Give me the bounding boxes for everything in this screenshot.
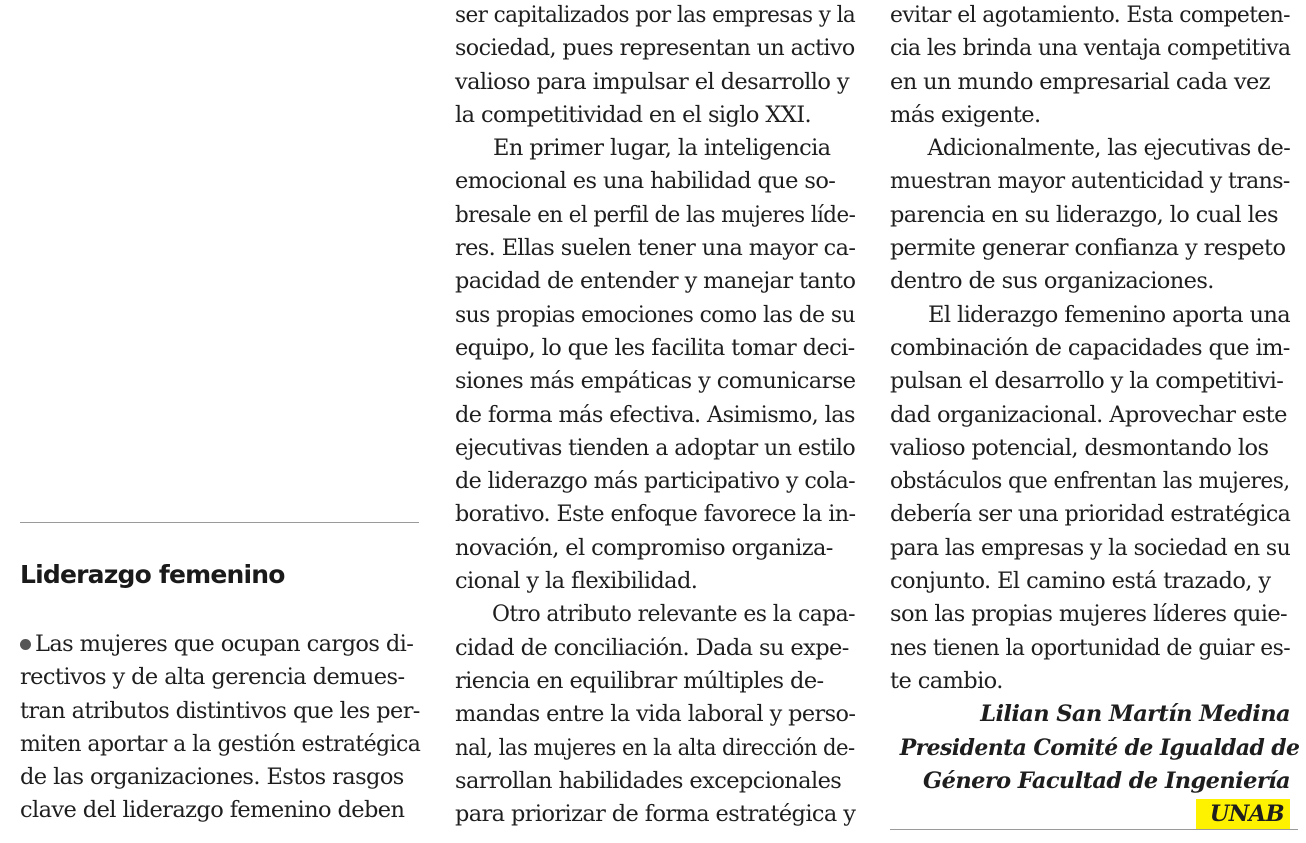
text-line: de las organizaciones. Estos rasgos	[20, 764, 404, 791]
text-line: para las empresas y la sociedad en su	[890, 534, 1291, 561]
text-line: borativo. Este enfoque favorece la in-	[455, 501, 856, 528]
text-line: riencia en equilibrar múltiples de-	[455, 667, 824, 694]
text-line: cidad de conciliación. Dada su expe-	[455, 634, 849, 661]
text-line: Adicionalmente, las ejecutivas de-	[927, 135, 1291, 162]
text-line: para priorizar de forma estratégica y	[455, 801, 856, 828]
signature-name: Lilian San Martín Medina	[980, 701, 1290, 728]
text-line: mandas entre la vida laboral y perso-	[455, 701, 856, 728]
text-line: sarrollan habilidades excepcionales	[455, 767, 842, 794]
text-line: debería ser una prioridad estratégica	[890, 501, 1291, 528]
text-line: En primer lugar, la inteligencia	[493, 135, 831, 162]
signature-faculty: Género Facultad de Ingeniería	[923, 767, 1290, 794]
text-line: cia les brinda una ventaja competitiva	[890, 35, 1291, 62]
text-line: la competitividad en el siglo XXI.	[455, 101, 812, 128]
text-line: Otro atributo relevante es la capa-	[491, 601, 855, 628]
text-line: cional y la flexibilidad.	[455, 568, 698, 595]
text-line: bresale en el perfil de las mujeres líde-	[455, 201, 856, 228]
text-line: pacidad de entender y manejar tanto	[455, 268, 856, 295]
text-line: valioso para impulsar el desarrollo y	[455, 68, 849, 95]
text-line: dentro de sus organizaciones.	[890, 268, 1214, 295]
text-line: siones más empáticas y comunicarse	[455, 368, 856, 395]
text-line: sociedad, pues representan un activo	[455, 35, 855, 62]
sidebar-heading: Liderazgo femenino	[20, 560, 285, 589]
text-line: res. Ellas suelen tener una mayor ca-	[455, 235, 856, 262]
text-line: ejecutivas tienden a adoptar un estilo	[455, 434, 856, 461]
text-line: El liderazgo femenino aporta una	[928, 301, 1291, 328]
text-line: miten aportar a la gestión estratégica	[20, 730, 421, 757]
text-line: de liderazgo más participativo y cola-	[455, 468, 856, 495]
text-line: muestran mayor autenticidad y trans-	[890, 168, 1290, 195]
text-line: nes tienen la oportunidad de guiar es-	[890, 634, 1291, 661]
sidebar-text	[20, 628, 420, 828]
text-line: novación, el compromiso organiza-	[455, 534, 833, 561]
institution-highlight: UNAB	[1196, 799, 1290, 829]
text-line: conjunto. El camino está trazado, y	[890, 568, 1271, 595]
article-column-2	[455, 0, 855, 831]
text-line: dad organizacional. Aprovechar este	[890, 401, 1287, 428]
text-line: pulsan el desarrollo y la competitivi-	[890, 368, 1284, 395]
text-line: equipo, lo que les facilita tomar deci-	[455, 334, 855, 361]
bullet-icon	[20, 639, 31, 650]
text-line: tran atributos distintivos que les per-	[20, 697, 420, 724]
text-line: Las mujeres que ocupan cargos di-	[20, 628, 420, 661]
article-column-3	[890, 0, 1300, 831]
text-line: emocional es una habilidad que so-	[455, 168, 836, 195]
text-line: más exigente.	[890, 101, 1041, 128]
text-line: rectivos y de alta gerencia demues-	[20, 664, 405, 691]
text-line: te cambio.	[890, 667, 1003, 694]
signature-institution	[890, 798, 1290, 831]
text-line: nal, las mujeres en la alta dirección de-	[455, 734, 855, 761]
text-line: parencia en su liderazgo, lo cual les	[890, 201, 1278, 228]
text-line: de forma más efectiva. Asimismo, las	[455, 401, 855, 428]
text-line: obstáculos que enfrentan las mujeres,	[890, 468, 1290, 495]
text-line: evitar el agotamiento. Esta competen-	[890, 2, 1290, 28]
text-line: ser capitalizados por las empresas y la	[455, 2, 856, 28]
text-line: en un mundo empresarial cada vez	[890, 68, 1270, 95]
column-bottom-rule	[890, 829, 1298, 830]
text-line: combinación de capacidades que im-	[890, 334, 1290, 361]
text-line: son las propias mujeres líderes quie-	[890, 601, 1288, 628]
text-line: valioso potencial, desmontando los	[890, 434, 1269, 461]
text-line: clave del liderazgo femenino deben	[20, 797, 405, 824]
sidebar-top-rule	[20, 522, 419, 523]
text-line: permite generar confianza y respeto	[890, 235, 1286, 262]
signature-role: Presidenta Comité de Igualdad de	[899, 734, 1300, 761]
text-line: sus propias emociones como las de su	[455, 301, 855, 328]
